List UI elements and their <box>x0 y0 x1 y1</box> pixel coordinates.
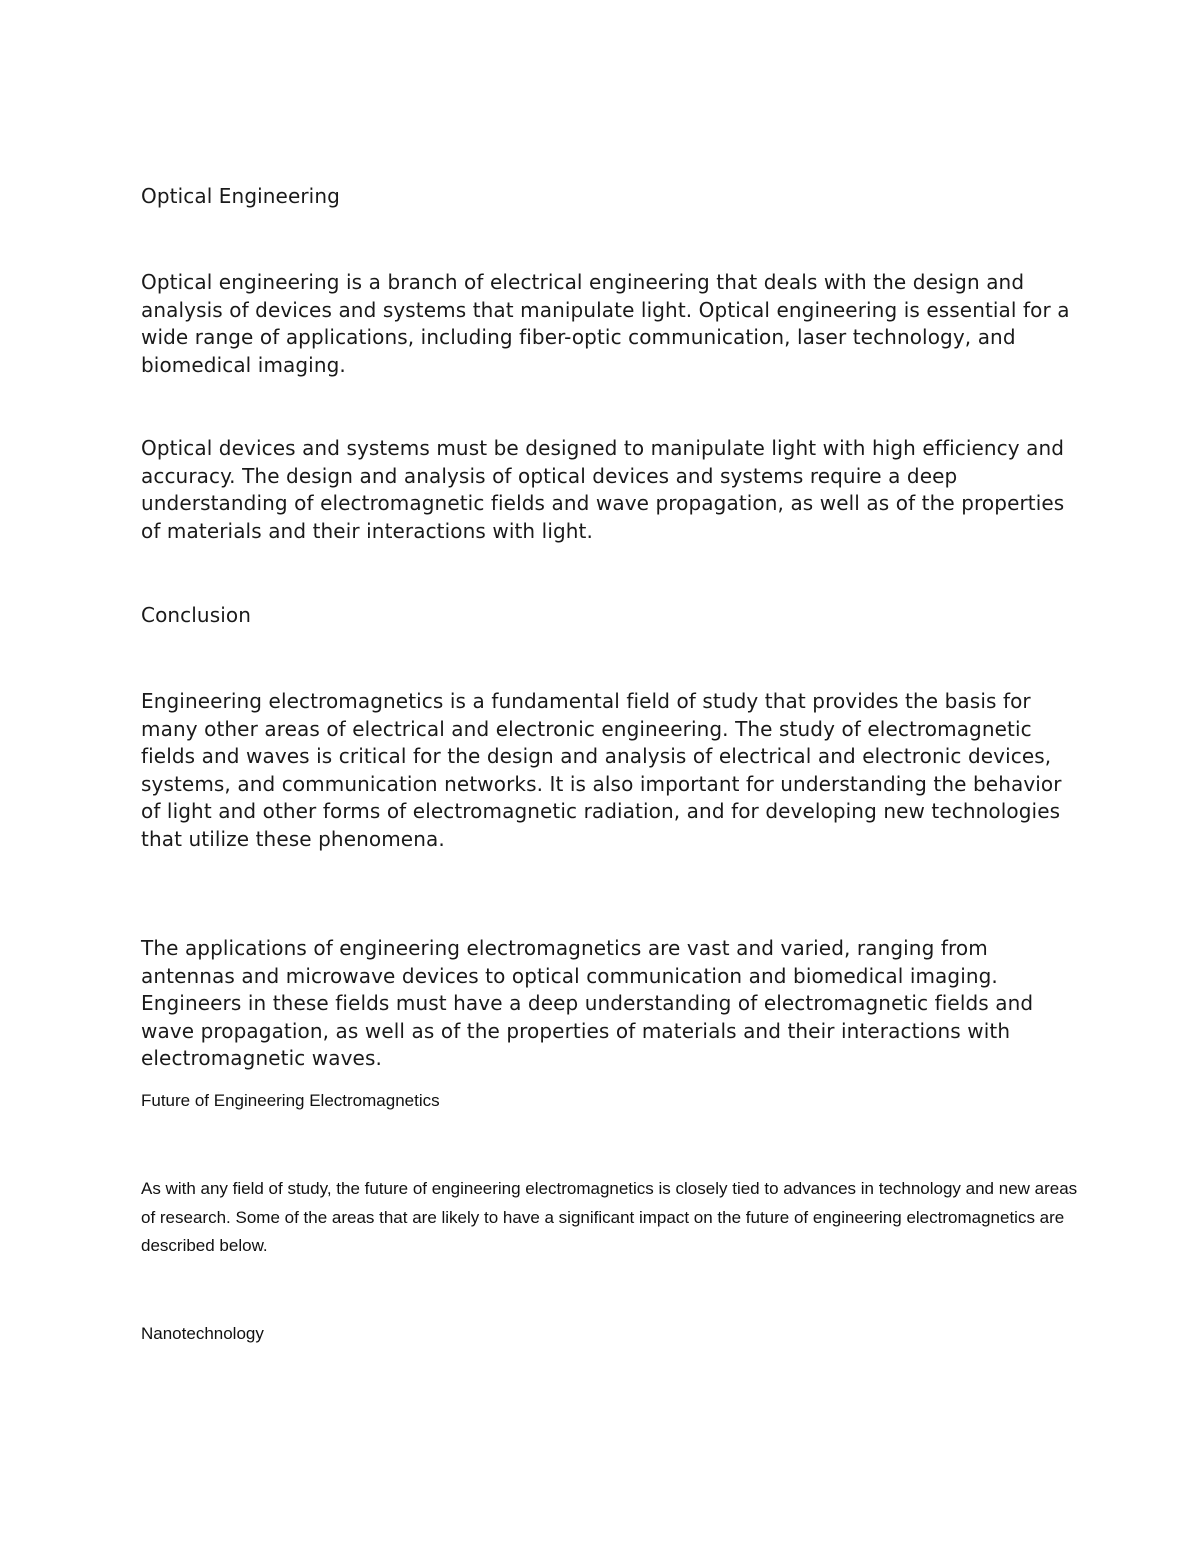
section-heading-conclusion: Conclusion <box>141 603 251 627</box>
section-heading-nanotechnology: Nanotechnology <box>141 1324 264 1343</box>
paragraph-optical-intro: Optical engineering is a branch of electrical engineering that deals with the design and analysis of devices and systems that manipulate light. Optical engineering is essential for a wide range of applications, including fiber-optic communication, laser technology, and biomedical imaging. <box>141 270 1070 377</box>
section-heading-optical-engineering: Optical Engineering <box>141 184 340 208</box>
paragraph-optical-devices: Optical devices and systems must be designed to manipulate light with high efficiency and accuracy. The design and analysis of optical devices and systems require a deep understanding of electromagnetic fields and wave propagation, as well as of the properties of materials and their interactions with light. <box>141 436 1065 543</box>
paragraph-future: As with any field of study, the future of engineering electromagnetics is closely tied to advances in technology and new areas of research. Some of the areas that are likely to have a significant impact on the future of engineering electromagnetics are described below. <box>141 1179 1078 1255</box>
section-heading-future: Future of Engineering Electromagnetics <box>141 1091 440 1110</box>
paragraph-conclusion-applications: The applications of engineering electromagnetics are vast and varied, ranging from antennas and microwave devices to optical communication and biomedical imaging. Engineers in these fields must have a deep understanding of electromagnetic fields and wave propagation, as well as of the properties of materials and their interactions with electromagnetic waves. <box>141 936 1034 1070</box>
paragraph-conclusion-fundamentals: Engineering electromagnetics is a fundamental field of study that provides the basis for many other areas of electrical and electronic engineering. The study of electromagnetic fields and waves is critical for the design and analysis of electrical and electronic devices, systems, and communication networks. It is also important for understanding the behavior of light and other forms of electromagnetic radiation, and for developing new technologies that utilize these phenomena. <box>141 689 1062 851</box>
